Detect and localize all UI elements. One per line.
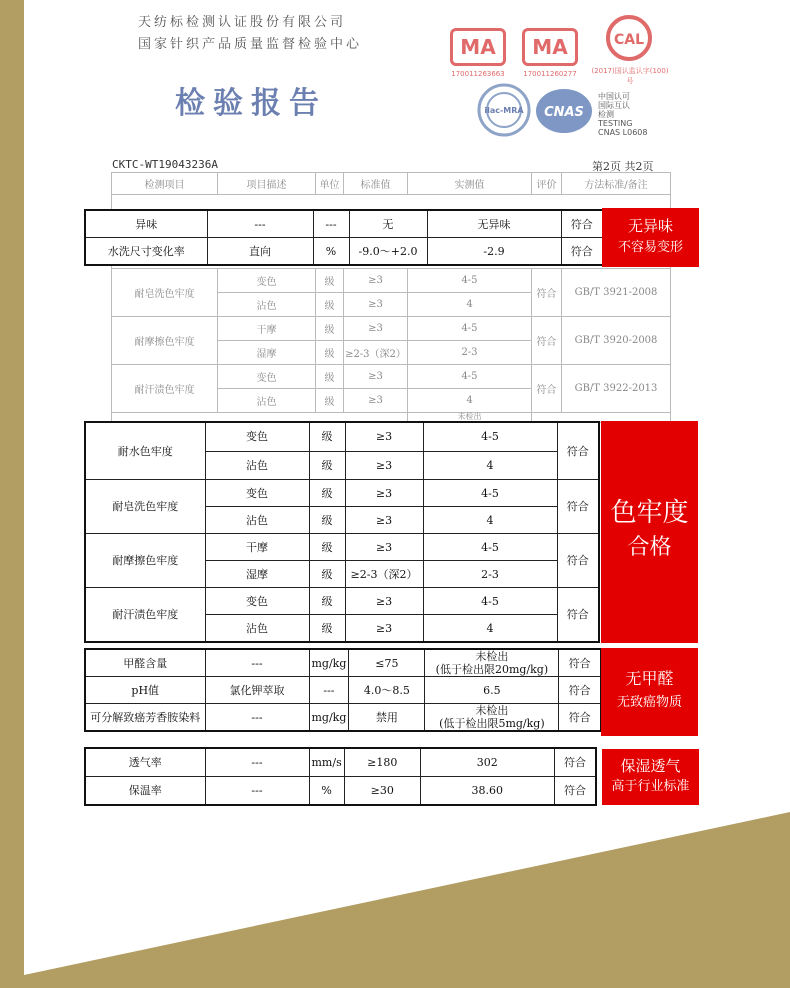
unit-cell: mg/kg (309, 704, 349, 732)
item-cell: 水洗尺寸变化率 (85, 238, 207, 266)
performance-table (84, 747, 597, 806)
result-cell: 4-5 (423, 422, 557, 451)
result-note: (低于检出限20mg/kg) (435, 663, 549, 676)
bg-cell: 2-3 (408, 341, 532, 365)
unit-cell: 级 (309, 534, 345, 561)
result-cell: 4 (423, 615, 557, 643)
bg-method: GB/T 3920-2008 (562, 317, 671, 365)
bg-cell: 4-5 (408, 269, 532, 293)
desc-cell: 直向 (207, 238, 313, 266)
cma-logo-1 (450, 28, 506, 78)
result-cell: 无异味 (427, 210, 561, 238)
cal-seal-icon (598, 14, 660, 62)
desc-cell: 沾色 (205, 615, 309, 643)
ilac-globe-icon (476, 82, 532, 138)
cnas-caption-line: TESTING (598, 119, 633, 128)
eval-cell: 符合 (557, 480, 599, 534)
performance-badge (602, 749, 699, 805)
bg-header-cell: 评价 (532, 173, 562, 195)
table-row (85, 534, 599, 561)
eval-cell: 符合 (557, 422, 599, 480)
bg-cell: ≥3 (344, 293, 408, 317)
result-note: (低于检出限5mg/kg) (439, 717, 545, 730)
bg-cell: 级 (316, 269, 344, 293)
table-row (85, 422, 599, 451)
eval-cell: 符合 (561, 210, 603, 238)
item-cell: 耐摩擦色牢度 (85, 534, 205, 588)
org-line-1: 天纺标检测认证股份有限公司 (138, 15, 347, 30)
bg-cell: ≥3 (344, 365, 408, 389)
unit-cell: --- (313, 210, 349, 238)
bg-cell: 级 (316, 365, 344, 389)
eval-cell: 符合 (559, 649, 601, 677)
bg-eval: 符合 (532, 269, 562, 317)
bg-cell: 级 (316, 389, 344, 413)
bg-eval: 符合 (532, 365, 562, 413)
bg-cell: 湿摩 (218, 341, 316, 365)
table-row (85, 748, 596, 777)
item-cell: 耐水色牢度 (85, 422, 205, 480)
table-row (85, 677, 601, 704)
desc-cell: --- (205, 649, 309, 677)
desc-cell: --- (205, 704, 309, 732)
standard-cell: ≥3 (345, 615, 423, 643)
standard-cell: ≥180 (344, 748, 420, 777)
safety-badge (601, 648, 698, 736)
desc-cell: 湿摩 (205, 561, 309, 588)
item-cell: 甲醛含量 (85, 649, 205, 677)
org-line-2: 国家针织产品质量监督检验中心 (138, 37, 363, 52)
bg-header-cell: 单位 (316, 173, 344, 195)
bg-method: GB/T 3922-2013 (562, 365, 671, 413)
cma-1-mark: MA (450, 28, 506, 66)
bg-cell: 干摩 (218, 317, 316, 341)
result-cell (425, 704, 559, 732)
safety-table (84, 648, 602, 732)
bg-cell: ≥3 (344, 389, 408, 413)
cma-2-number: 170011260277 (523, 70, 577, 78)
unit-cell: mm/s (309, 748, 344, 777)
cma-2-mark: MA (522, 28, 578, 66)
standard-cell: -9.0～+2.0 (349, 238, 427, 266)
unit-cell: 级 (309, 615, 345, 643)
table-row (85, 588, 599, 615)
table-row (85, 649, 601, 677)
table-row (85, 210, 603, 238)
bg-method: GB/T 3921-2008 (562, 269, 671, 317)
table-row (85, 480, 599, 507)
ilac-mark: ilac-MRA (484, 106, 524, 115)
table-row (85, 704, 601, 732)
report-title: 检验报告 (175, 86, 327, 121)
badge-title: 无甲醛 (625, 669, 674, 688)
bg-cell: 沾色 (218, 293, 316, 317)
result-cell (425, 677, 559, 704)
standard-cell: ≥3 (345, 588, 423, 615)
page-indicator: 第2页 共2页 (592, 160, 654, 173)
unit-cell: 级 (309, 588, 345, 615)
badge-subtitle: 不容易变形 (617, 240, 683, 255)
bg-header-cell: 检测项目 (112, 173, 218, 195)
bg-cell: 4 (408, 293, 532, 317)
standard-cell: 4.0～8.5 (349, 677, 425, 704)
eval-cell: 符合 (561, 238, 603, 266)
desc-cell: --- (205, 777, 309, 806)
desc-cell: 变色 (205, 588, 309, 615)
cnas-caption (598, 92, 647, 137)
item-cell: pH值 (85, 677, 205, 704)
unit-cell: % (309, 777, 344, 806)
bg-cell: ≥3 (344, 317, 408, 341)
unit-cell: 级 (309, 451, 345, 480)
cma-1-number: 170011263663 (451, 70, 505, 78)
result-cell: 4 (423, 507, 557, 534)
standard-cell: 禁用 (349, 704, 425, 732)
result-cell: 4 (423, 451, 557, 480)
item-cell: 保温率 (85, 777, 205, 806)
standard-cell: ≥3 (345, 480, 423, 507)
odor-shrink-table (84, 209, 604, 266)
cal-number: (2017)国认监认字(100)号 (591, 67, 669, 85)
bg-header-cell: 方法标准/备注 (562, 173, 671, 195)
cal-mark: CAL (613, 32, 645, 48)
bg-header-cell: 标准值 (344, 173, 408, 195)
eval-cell: 符合 (559, 677, 601, 704)
cnas-caption-line: 检测 (598, 110, 614, 119)
standard-cell: ≥3 (345, 534, 423, 561)
table-row (85, 238, 603, 266)
bg-cell: ≥3 (344, 269, 408, 293)
table-row (85, 777, 596, 806)
result-main: 未检出 (475, 650, 509, 663)
eval-cell: 符合 (554, 777, 596, 806)
cnas-caption-line: 中国认可 (598, 92, 630, 101)
unit-cell: 级 (309, 507, 345, 534)
badge-title: 无异味 (627, 217, 673, 235)
cnas-logo (534, 86, 594, 140)
desc-cell: 变色 (205, 480, 309, 507)
result-cell: 4-5 (423, 534, 557, 561)
bg-cell: 4 (408, 389, 532, 413)
bg-cell: 级 (316, 341, 344, 365)
item-cell: 可分解致癌芳香胺染料 (85, 704, 205, 732)
desc-cell: 变色 (205, 422, 309, 451)
bg-cell: 沾色 (218, 389, 316, 413)
cnas-mark: CNAS (544, 105, 584, 120)
bg-eval: 符合 (532, 317, 562, 365)
cnas-icon (534, 86, 594, 136)
color-fastness-table (84, 421, 600, 643)
eval-cell: 符合 (554, 748, 596, 777)
unit-cell: % (313, 238, 349, 266)
bg-cell: ≥2-3（深2） (344, 341, 408, 365)
result-cell: 38.60 (420, 777, 554, 806)
unit-cell: 级 (309, 422, 345, 451)
item-cell: 异味 (85, 210, 207, 238)
bg-item: 耐汗渍色牢度 (112, 365, 218, 413)
standard-cell: ≥3 (345, 422, 423, 451)
badge-title: 色牢度 (610, 498, 689, 528)
report-number: CKTC-WT19043236A (112, 158, 218, 171)
unit-cell: mg/kg (309, 649, 349, 677)
desc-cell: 干摩 (205, 534, 309, 561)
bg-item: 耐摩擦色牢度 (112, 317, 218, 365)
unit-cell: 级 (309, 561, 345, 588)
color-fastness-badge (601, 421, 698, 643)
eval-cell: 符合 (557, 588, 599, 643)
eval-cell: 符合 (559, 704, 601, 732)
ilac-mra-logo (476, 82, 532, 142)
desc-cell: --- (207, 210, 313, 238)
desc-cell: 沾色 (205, 507, 309, 534)
bg-item: 耐皂洗色牢度 (112, 269, 218, 317)
cma-logo-2 (522, 28, 578, 78)
result-cell: 302 (420, 748, 554, 777)
desc-cell: 沾色 (205, 451, 309, 480)
result-cell: 4-5 (423, 588, 557, 615)
result-main: 未检出 (475, 704, 509, 717)
bg-cell: 4-5 (408, 317, 532, 341)
result-main: 6.5 (483, 683, 501, 697)
odor-badge (602, 208, 699, 267)
item-cell: 耐皂洗色牢度 (85, 480, 205, 534)
result-cell: 4-5 (423, 480, 557, 507)
cnas-caption-line: 国际互认 (598, 101, 630, 110)
eval-cell: 符合 (557, 534, 599, 588)
bg-partial-cell: 未检出 (408, 413, 532, 423)
bg-cell: 级 (316, 293, 344, 317)
desc-cell: 氯化钾萃取 (205, 677, 309, 704)
standard-cell: ≤75 (349, 649, 425, 677)
standard-cell: ≥3 (345, 451, 423, 480)
bg-header-cell: 实测值 (408, 173, 532, 195)
badge-subtitle: 合格 (627, 535, 672, 560)
item-cell: 透气率 (85, 748, 205, 777)
standard-cell: 无 (349, 210, 427, 238)
result-cell: -2.9 (427, 238, 561, 266)
badge-subtitle: 无致癌物质 (616, 695, 682, 710)
result-cell (425, 649, 559, 677)
bg-header-cell: 项目描述 (218, 173, 316, 195)
bg-cell: 级 (316, 317, 344, 341)
standard-cell: ≥30 (344, 777, 420, 806)
bg-cell: 4-5 (408, 365, 532, 389)
standard-cell: ≥2-3（深2） (345, 561, 423, 588)
cnas-caption-line: CNAS L0608 (598, 128, 648, 137)
standard-cell: ≥3 (345, 507, 423, 534)
cal-logo (591, 14, 669, 86)
result-cell: 2-3 (423, 561, 557, 588)
issuer-organization (138, 12, 362, 56)
unit-cell: --- (309, 677, 349, 704)
bg-cell: 变色 (218, 269, 316, 293)
bg-cell: 变色 (218, 365, 316, 389)
item-cell: 耐汗渍色牢度 (85, 588, 205, 643)
unit-cell: 级 (309, 480, 345, 507)
desc-cell: --- (205, 748, 309, 777)
badge-subtitle: 高于行业标准 (611, 779, 690, 794)
badge-title: 保湿透气 (620, 757, 681, 775)
